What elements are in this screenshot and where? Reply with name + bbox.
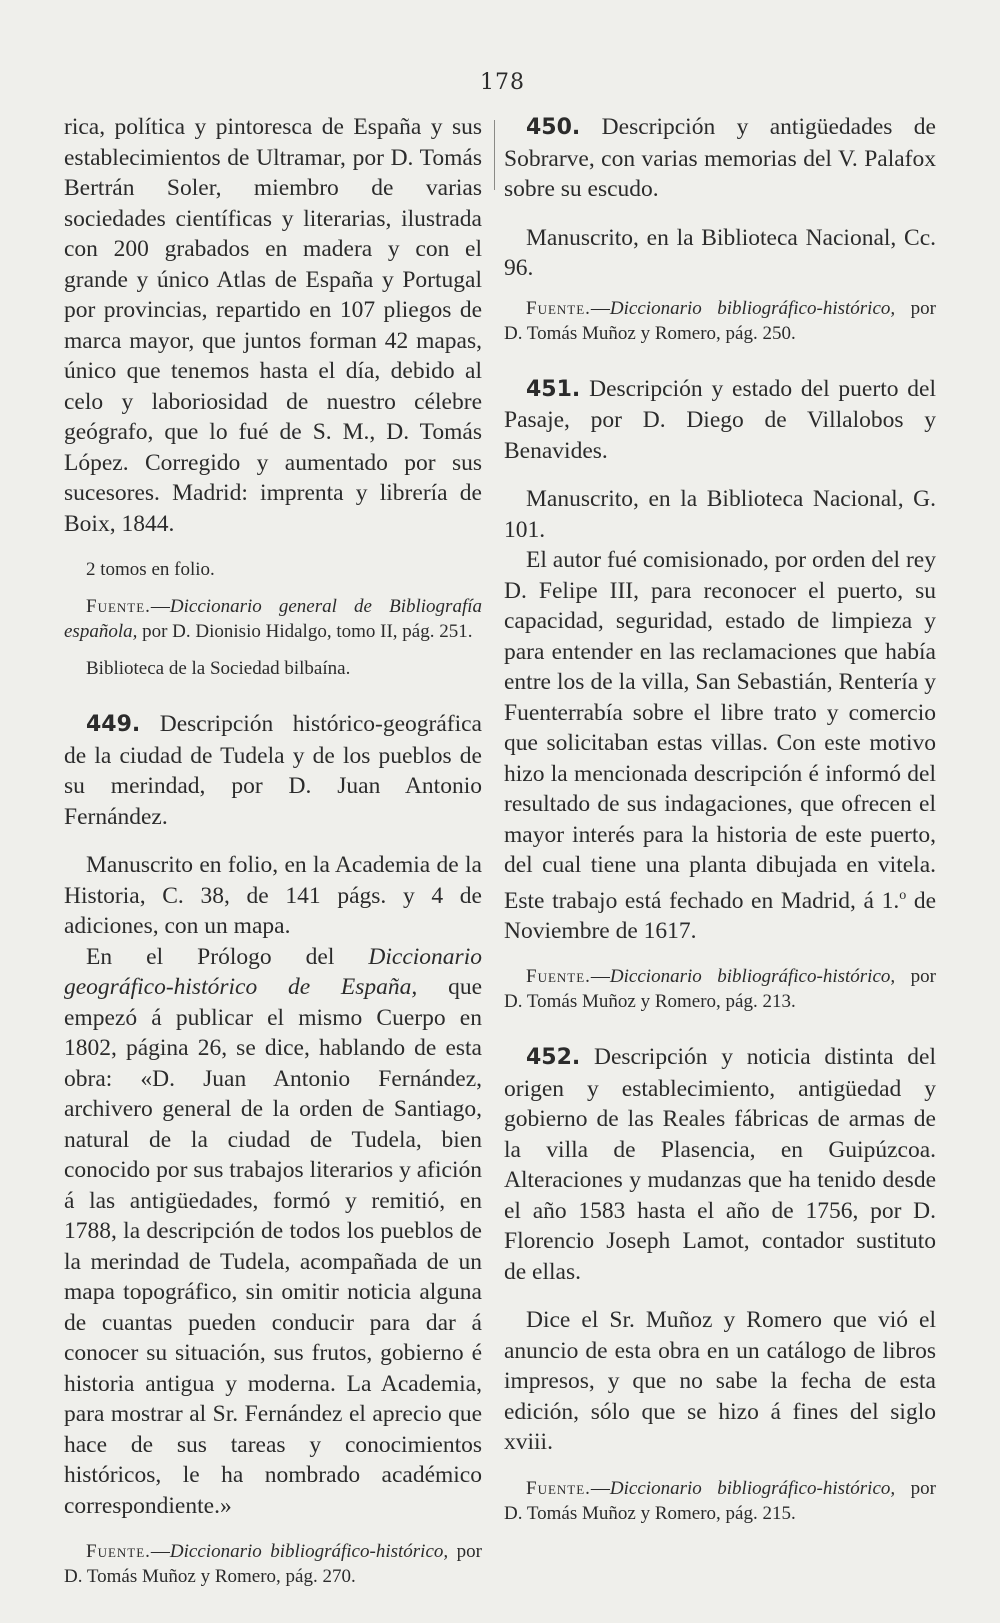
source-label: Fuente. [86, 596, 151, 617]
entry-450-heading [504, 112, 936, 205]
continued-entry-source [64, 594, 482, 644]
entry-452-heading [504, 1042, 936, 1287]
source-dash: — [590, 1477, 610, 1499]
source-title: Diccionario bibliográfico-histórico, [609, 1477, 896, 1499]
entry-title: Descripción y noticia distinta del origen y establecimiento, antigüedad y gobierno de las Reales fábricas de armas de la villa de Plasencia, en Guipúzcoa. Alteraciones y mudanzas que ha tenido desde el año 1583 hasta el año de 1756, por D. Florencio Joseph Lamot, contador sustituto de ellas. [504, 1044, 936, 1285]
entry-452-body: Dice el Sr. Muñoz y Romero que vió el anuncio de esta obra en un catálogo de libros impresos, y que no sabe la fecha de esta edición, sólo que se hizo á fines del siglo xviii. [504, 1307, 936, 1456]
source-dash: — [150, 596, 170, 617]
body-italic-title: Diccionario geográfico-histórico de España, [64, 943, 482, 1000]
source-details: por D. Tomás Muñoz y Romero, pág. 250. [504, 297, 936, 344]
source-details: por D. Tomás Muñoz y Romero, pág. 215. [504, 1477, 936, 1524]
entry-450-manuscript: Manuscrito, en la Biblioteca Nacional, Cc. 96. [504, 224, 936, 281]
column-divider [494, 120, 495, 190]
source-details: por D. Tomás Muñoz y Romero, pág. 270. [64, 1541, 482, 1587]
entry-449-source [64, 1539, 482, 1589]
entry-450-source [504, 296, 936, 346]
continued-entry-library: Biblioteca de la Sociedad bilbaína. [86, 658, 351, 679]
body-text: El autor fué comisionado, por orden del rey D. Felipe III, para reconocer el puerto, su capacidad, seguridad, estado de limpieza y para entender en las reclamaciones que había entre los de la villa, San Sebastián, Rentería y Fuenterrabía sobre el libre trato y comercio que solicitaban estas villas. Con este motivo hizo la mencionada descripción é informó del resultado de sus indagaciones, que ofrecen el mayor interés para la historia de este puerto, del cual tiene una planta dibujada en vitela. Este trabajo está fechado en Madrid, á 1. [504, 547, 936, 914]
entry-451-body [504, 545, 936, 946]
page-number: 178 [480, 70, 525, 95]
entry-449-manuscript: Manuscrito en folio, en la Academia de la Historia, C. 38, de 141 págs. y 4 de adiciones, con un mapa. [64, 852, 482, 939]
source-label: Fuente. [526, 966, 591, 988]
source-label: Fuente. [526, 1477, 591, 1499]
entry-449-body [64, 942, 482, 1522]
right-column [504, 112, 936, 1526]
source-title: Diccionario bibliográfico-histórico, [609, 966, 896, 988]
entry-452-source [504, 1476, 936, 1526]
entry-number: 452. [526, 1045, 581, 1071]
entry-number: 449. [86, 712, 141, 737]
source-title: Diccionario bibliográfico-histórico, [169, 1541, 449, 1562]
continued-entry-text: rica, política y pintoresca de España y sus establecimientos de Ultramar, por D. Tomás Bertrán Soler, miembro de varias sociedades científicas y literarias, ilustrada con 200 grabados en madera y con el grande y único Atlas de España y Portugal por provincias, repartido en 107 pliegos de marca mayor, que juntos forman 42 mapas, único que tenemos hasta el día, debido al celo y laboriosidad de nuestro célebre geógrafo, que lo fué de S. M., D. Tomás López. Corregido y aumentado por sus sucesores. Madrid: imprenta y librería de Boix, 1844. [64, 114, 482, 537]
source-title: Diccionario general de Bibliografía española, [64, 596, 482, 642]
entry-title: Descripción histórico-geográfica de la ciudad de Tudela y de los pueblos de su merindad, por D. Juan Antonio Fernández. [64, 711, 482, 830]
continued-entry-volumes: 2 tomos en folio. [86, 559, 215, 580]
entry-number: 450. [526, 115, 581, 140]
source-dash: — [150, 1541, 170, 1562]
source-label: Fuente. [526, 297, 591, 319]
source-label: Fuente. [86, 1541, 151, 1562]
entry-title: Descripción y antigüedades de Sobrarve, con varias memorias del V. Palafox sobre su escudo. [504, 114, 936, 202]
entry-449-heading [64, 709, 482, 832]
body-text: En el Prólogo del [86, 943, 369, 970]
entry-451-source [504, 964, 936, 1014]
source-details: por D. Tomás Muñoz y Romero, pág. 213. [504, 966, 936, 1013]
body-text: que empezó á publicar el mismo Cuerpo en 1802, página 26, se dice, hablando de esta obra: «D. Juan Antonio Fernández, archivero general de la orden de Santiago, natural de la ciudad de Tudela, bien conocido por sus trabajos literarios y afición á las antigüedades, formó y remitió, en 1788, la descripción de todos los pueblos de la merindad de Tudela, acompañada de un mapa topográfico, sin omitir noticia alguna de cuantas pueden conducir para dar á conocer su situación, sus frutos, gobierno é historia antigua y moderna. La Academia, para mostrar al Sr. Fernández el aprecio que hace de sus tareas y conocimientos históricos, le ha nombrado académico correspondiente.» [64, 974, 482, 1519]
left-column [64, 112, 482, 1589]
source-dash: — [590, 297, 610, 319]
entry-title: Descripción y estado del puerto del Pasaje, por D. Diego de Villalobos y Benavides. [504, 375, 936, 464]
source-details: por D. Dionisio Hidalgo, tomo II, pág. 251. [137, 621, 473, 642]
source-dash: — [590, 966, 610, 988]
ordinal-superscript: o [899, 887, 907, 903]
body-text: de Noviembre de 1617. [504, 887, 936, 944]
entry-number: 451. [526, 376, 581, 402]
source-title: Diccionario bibliográfico-histórico, [609, 297, 896, 319]
entry-451-heading [504, 374, 936, 467]
entry-451-manuscript: Manuscrito, en la Biblioteca Nacional, G. 101. [504, 486, 936, 543]
